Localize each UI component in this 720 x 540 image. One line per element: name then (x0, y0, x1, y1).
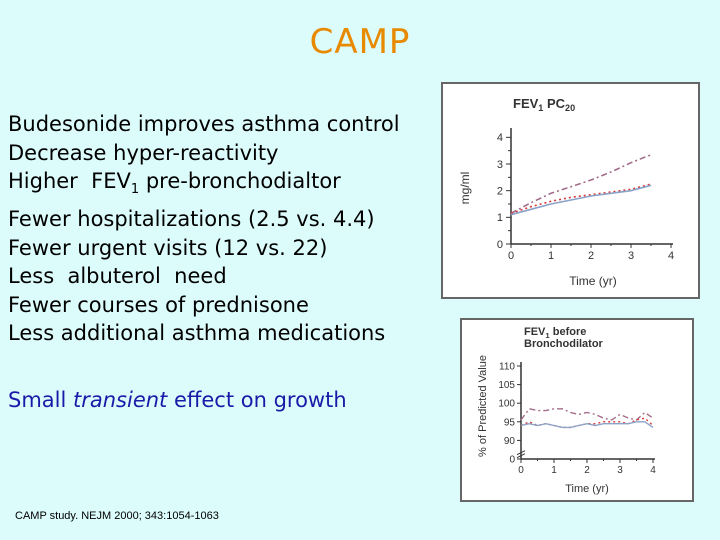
x-tick-label: 2 (584, 465, 590, 476)
bullet-item: Fewer hospitalizations (2.5 vs. 4.4) (8, 206, 375, 231)
x-tick-label: 0 (518, 465, 524, 476)
fev1-pc20-chart-svg (443, 84, 698, 297)
growth-note (8, 388, 347, 412)
bullet-subscript: 1 (130, 182, 140, 198)
x-tick-label: 3 (627, 250, 635, 262)
fev1-before-bronchodilator-chart-svg (462, 320, 692, 500)
note-emphasis: transient (73, 388, 168, 412)
x-tick-label: 2 (587, 250, 595, 262)
series-line-1 (511, 155, 651, 214)
x-tick-label: 0 (507, 250, 515, 262)
bullet-item: Fewer courses of prednisone (8, 292, 309, 317)
chart-title: $FEV_1$ before (524, 326, 587, 340)
x-tick-label: 1 (551, 465, 557, 476)
bullet-item: Budesonide improves asthma control (8, 112, 400, 136)
bullet-item: Fewer urgent visits (12 vs. 22) (8, 235, 328, 260)
bullet-text: pre-bronchodialtor (139, 169, 341, 194)
fev1-before-bronchodilator-chart (460, 318, 694, 502)
y-tick-label: 110 (499, 361, 515, 373)
x-tick-label: 1 (547, 250, 555, 262)
y-tick-label: 2 (496, 185, 503, 198)
chart-title-line2: Bronchodilator (524, 338, 603, 350)
y-tick-label: 0 (496, 238, 503, 251)
bullet-item: Less albuterol need (8, 264, 227, 289)
bullet-text: Higher FEV (8, 169, 131, 194)
bullet-item: Less additional asthma medications (8, 321, 386, 346)
bullet-item: Decrease hyper-reactivity (8, 140, 279, 165)
x-axis-label: Time (yr) (565, 483, 609, 495)
chart-title: $FEV_1$ $PC_{20}$ (513, 96, 576, 113)
bullet-list (8, 110, 400, 348)
x-tick-label: 4 (667, 250, 675, 262)
y-tick-label: 105 (498, 380, 515, 392)
series-line-1 (521, 409, 653, 420)
x-tick-label: 4 (650, 465, 656, 476)
y-tick-label: 90 (503, 435, 515, 447)
x-tick-label: 3 (617, 465, 623, 476)
y-axis-label: mg/ml (458, 171, 472, 205)
bullet-item-fev1 (8, 167, 400, 205)
y-tick-label: 4 (496, 132, 503, 145)
y-tick-label: 3 (496, 158, 503, 171)
y-tick-label: 95 (503, 417, 515, 429)
series-line-3 (521, 422, 653, 428)
y-tick-label: 100 (498, 398, 515, 410)
y-tick-label: 1 (496, 212, 503, 225)
x-axis-label: Time (yr) (569, 274, 617, 288)
slide-title: CAMP (309, 22, 411, 62)
y-axis-label: % of Predicted Value (477, 355, 489, 457)
citation: CAMP study. NEJM 2000; 343:1054-1063 (15, 510, 219, 522)
y-tick-label: 0 (509, 454, 515, 466)
note-text: Small (8, 388, 73, 412)
note-text: effect on growth (167, 388, 347, 412)
fev1-pc20-chart (441, 82, 700, 299)
